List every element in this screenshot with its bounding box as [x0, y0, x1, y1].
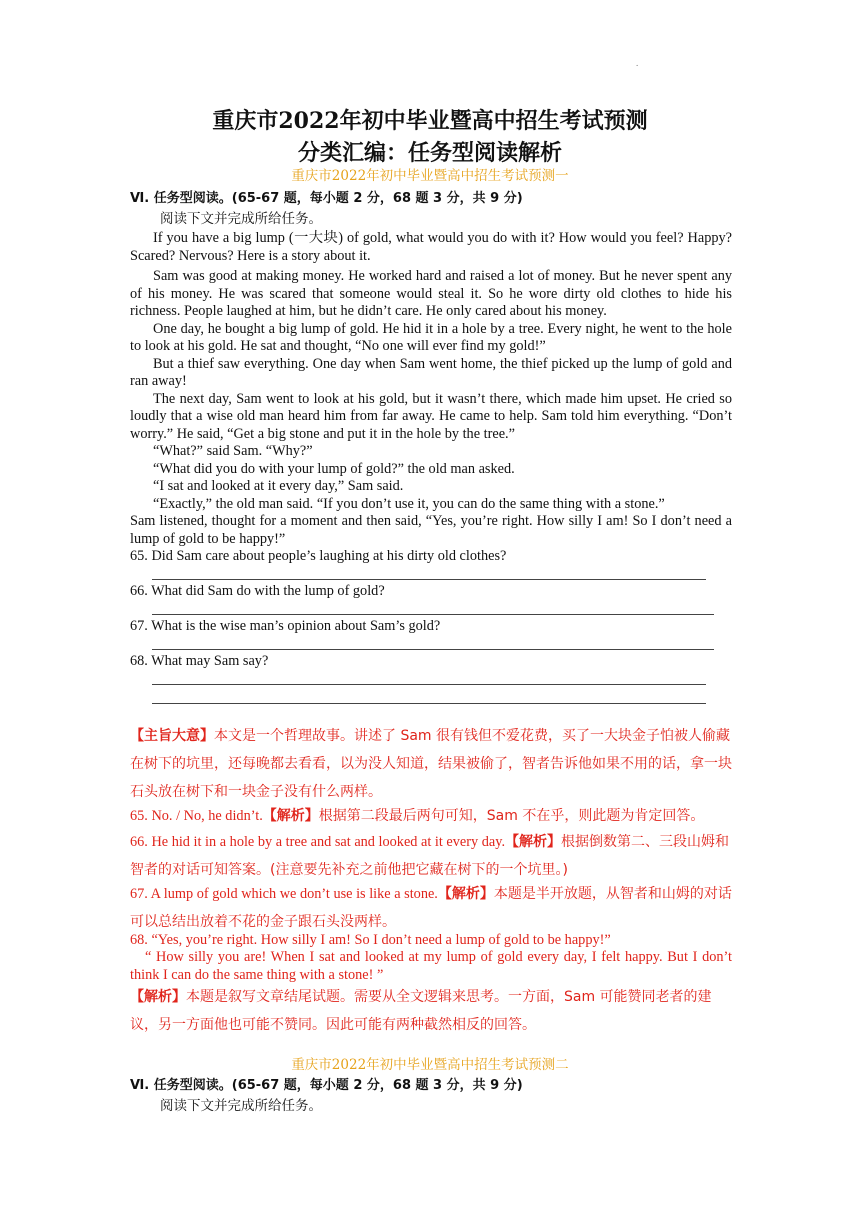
answer-67: [130, 880, 732, 936]
passage-paragraph: One day, he bought a big lump of gold. He hid it in a hole by a tree. Every night, he went to the hole to look at his gold. He sat and thought, “No one will ever find my gold!”: [130, 320, 732, 354]
section1-heading: Ⅵ. 任务型阅读。(65-67 题，每小题 2 分，68 题 3 分，共 9 分): [130, 191, 523, 206]
answer-66-cn: 根据倒数第二、三段山姆和智者的对话可知答案。(注意要先补充之前他把它藏在树下的一个坑里。): [130, 834, 730, 878]
section1-subtitle: 重庆市2022年初中毕业暨高中招生考试预测一: [291, 168, 569, 184]
answer-67-cn: 本题是半开放题，从智者和山姆的对话可以总结出放着不花的金子跟石头没两样。: [130, 886, 732, 930]
answer-67-en: 67. A lump of gold which we don’t use is like a stone.: [130, 886, 438, 902]
jiexi-label: 【解析】: [437, 886, 494, 902]
main-idea-label: 【主旨大意】: [130, 728, 214, 744]
passage-paragraph: “What?” said Sam. “Why?”: [153, 443, 313, 459]
passage-paragraph: Sam listened, thought for a moment and then said, “Yes, you’re right. How silly I am! So I don’t need a lump of gold to be happy!”: [130, 513, 732, 547]
answer-65-cn: 根据第二段最后两句可知，Sam 不在乎，则此题为肯定回答。: [318, 808, 705, 824]
passage-paragraph: “I sat and looked at it every day,” Sam said.: [153, 478, 404, 494]
answer-68-cn: 本题是叙写文章结尾试题。需要从全文逻辑来思考。一方面，Sam 可能赞同老者的建议，另一方面他也可能不赞同。因此可能有两种截然相反的回答。: [130, 989, 712, 1033]
jiexi-label: 【解析】: [262, 808, 319, 824]
question-65: 65. Did Sam care about people’s laughing at his dirty old clothes?: [130, 548, 507, 564]
passage-paragraph: But a thief saw everything. One day when Sam went home, the thief picked up the lump of gold and ran away!: [130, 355, 732, 389]
section2-instruction: 阅读下文并完成所给任务。: [160, 1098, 322, 1114]
passage-paragraph: “What did you do with your lump of gold?” the old man asked.: [153, 460, 515, 477]
question-67: 67. What is the wise man’s opinion about Sam’s gold?: [130, 618, 441, 634]
answer-66: [130, 828, 732, 884]
answer-65: [130, 802, 732, 830]
answer-line[interactable]: [152, 579, 706, 580]
section2-subtitle: 重庆市2022年初中毕业暨高中招生考试预测二: [291, 1057, 569, 1073]
answer-line[interactable]: [152, 614, 714, 615]
passage-paragraph: Sam was good at making money. He worked hard and raised a lot of money. But he never spent any of his money. He was scared that someone would steal it. So he wore dirty old clothes to hide his richness. People laughed at him, but he didn’t care. He only cared about his money.: [130, 268, 732, 319]
question-66: 66. What did Sam do with the lump of gold?: [130, 583, 385, 599]
answer-line[interactable]: [152, 703, 706, 704]
answer-68-line2: “ How silly you are! When I sat and looked at my lump of gold every day, I felt happy. But I don’t think I can do the same thing with a stone! ”: [130, 949, 732, 983]
answer-68-analysis: [130, 983, 732, 1039]
main-idea: [130, 722, 732, 806]
section2-heading: Ⅵ. 任务型阅读。(65-67 题，每小题 2 分，68 题 3 分，共 9 分): [130, 1078, 523, 1093]
question-68: 68. What may Sam say?: [130, 653, 269, 669]
answer-65-en: 65. No. / No, he didn’t.: [130, 808, 263, 824]
main-idea-text: 本文是一个哲理故事。讲述了 Sam 很有钱但不爱花费，买了一大块金子怕被人偷藏在树下的坑里，还每晚都去看看，以为没人知道，结果被偷了，智者告诉他如果不用的话，拿一块石头放在树下和一块金子没有什么两样。: [130, 728, 732, 800]
section1-instruction: 阅读下文并完成所给任务。: [160, 211, 322, 227]
passage-paragraph: The next day, Sam went to look at his gold, but it wasn’t there, which made him upset. He cried so loudly that a wise old man heard him from far away. He came to help. Sam told him everything. “Don’t worry.” He said, “Get a big stone and put it in the hole by the tree.”: [130, 390, 732, 442]
answer-68-line1: 68. “Yes, you’re right. How silly I am! So I don’t need a lump of gold to be happy!”: [130, 932, 611, 948]
jiexi-label: 【解析】: [505, 834, 562, 850]
answer-line[interactable]: [152, 684, 706, 685]
passage-paragraph: “Exactly,” the old man said. “If you don’t use it, you can do the same thing with a stone.”: [153, 495, 665, 512]
answer-line[interactable]: [152, 649, 714, 650]
jiexi-label: 【解析】: [130, 989, 186, 1005]
doc-title-line1: 重庆市2022年初中毕业暨高中招生考试预测: [212, 108, 648, 134]
doc-title-line2: 分类汇编：任务型阅读解析: [297, 140, 562, 166]
passage-paragraph: If you have a big lump (一大块) of gold, what would you do with it? How would you feel? Happy? Scared? Nervous? Here is a story about it.: [130, 230, 732, 264]
reading-passage: [130, 230, 732, 548]
page-dot: .: [636, 58, 639, 68]
answer-66-en: 66. He hid it in a hole by a tree and sat and looked at it every day.: [130, 834, 506, 850]
